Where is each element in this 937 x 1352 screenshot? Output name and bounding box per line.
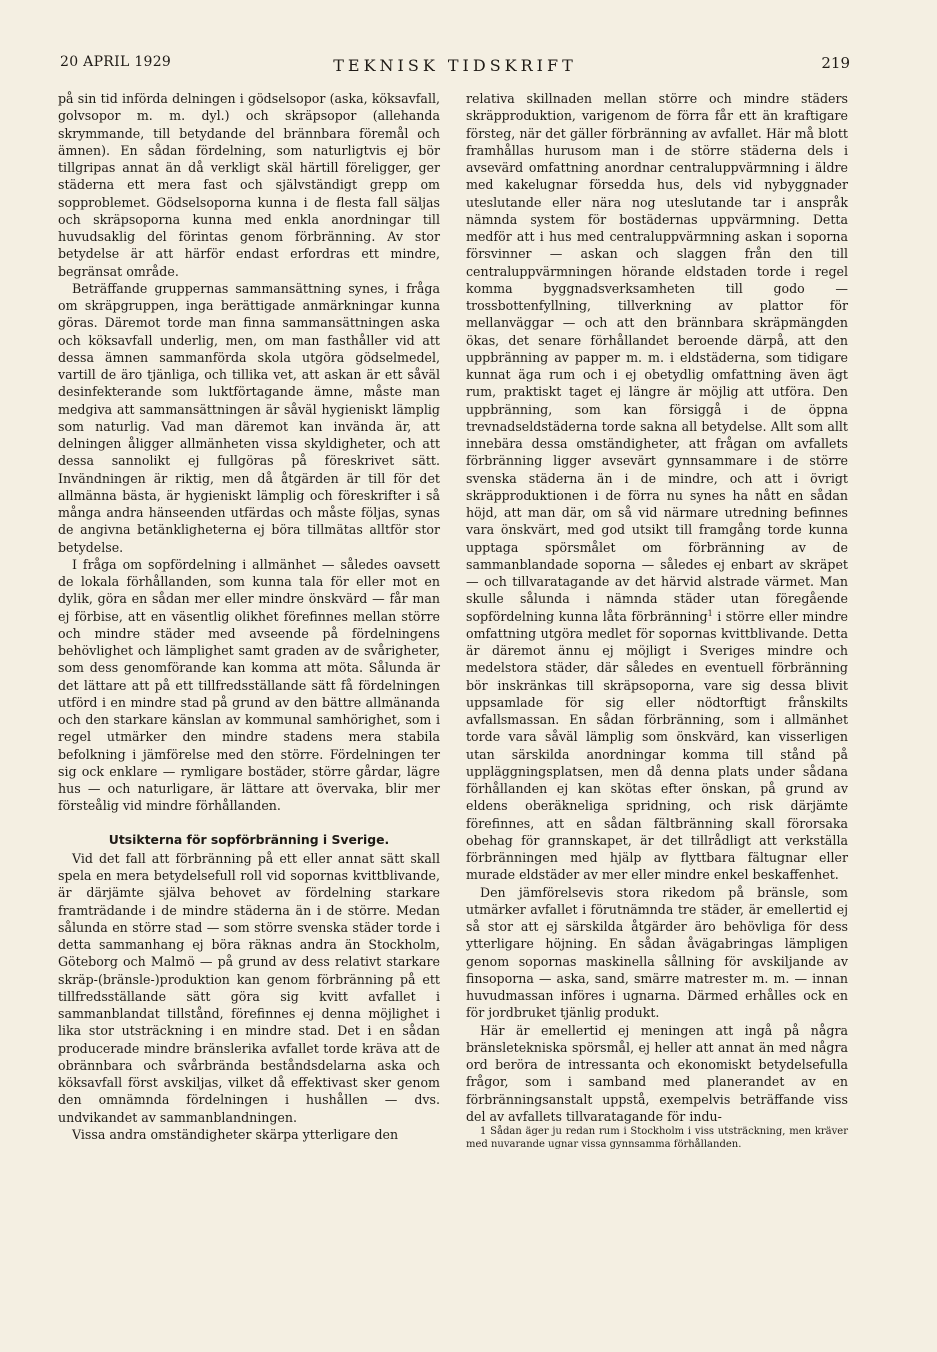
paragraph: på sin tid införda delningen i gödselsopor (aska, köksavfall, golvsopor m. m. dyl.) och skräpsopor (allehanda skrymmande, till betydande del brännbara föremål och ämnen). En sådan fördelning, som naturligtvis ej bör tillgripas annat än då verkligt skäl härtill föreligger, ger städerna ett mera fast och självständigt grepp om sopproblemet. Gödselsoporna kunna i de flesta fall säljas och skräpsoporna kunna med enkla anordningar till huvudsaklig del förintas genom förbränning. Av stor betydelse är att härför endast erfordras ett mindre, begränsat område. <box>58 91 440 279</box>
paragraph: Beträffande gruppernas sammansättning synes, i fråga om skräpgruppen, inga berättigade anmärkningar kunna göras. Däremot torde man finna sammansättningen aska och köksavfall underlig, men, om man fasthåller vid att dessa ämnen sammanförda skola utgöra gödselmedel, vartill de äro tjänliga, och tillika vet, att askan är ett såväl desinfekterande som luktförtagande ämne, måste man medgiva att sammansättningen är såväl hygieniskt lämplig som naturlig. Vad man däremot kan invända är, att delningen åligger allmänheten vissa skyldigheter, och att dessa sannolikt ej fullgöras på föreskrivet sätt. Invändningen är riktig, men då åtgärden är till för det allmänna bästa, är hygieniskt lämplig och föreskrifter i så många andra hänseenden utfärdas och måste följas, synas de angivna betänkligheterna ej böra tillmätas alltför stor betydelse. <box>58 280 440 555</box>
paragraph-text: i större eller mindre omfattning utgöra medlet för sopornas kvittblivande. Detta är däremot ännu ej möjligt i Sveriges mindre och medelstora städer, där således en eventuell förbränning bör inskränkas till skräpsoporna, vare sig dessa blivit uppsamlade för sig eller nödtorftigt frånskilts avfallsmassan. En sådan förbränning, som i allmänhet torde vara såväl lämplig som önskvärd, kan visserligen utan särskilda anordningar komma till stånd på uppläggningsplatsen, men då denna plats under sådana förhållanden ej kan skötas efter önskan, på grund av eldens oberäkneliga spridning, och risk därjämte förefinnes, att en sådan fältbränning skall förorsaka obehag för grannskapet, är det tillrådligt att verkställa förbränningen med hjälp av flyttbara fältugnar eller murade eldstäder av mer eller mindre enkel beskaffenhet. <box>466 608 848 883</box>
paragraph <box>466 90 848 884</box>
left-column <box>58 90 440 1143</box>
paragraph: Här är emellertid ej meningen att ingå på några bränsletekniska spörsmål, ej heller att annat än med några ord beröra de intressanta och ekonomiskt betydelsefulla frågor, som i samband med planerandet av en förbränningsanstalt uppstå, exempelvis beträffande viss del av avfallets tillvaratagande för indu- <box>466 1022 848 1124</box>
paragraph: I fråga om sopfördelning i allmänhet — således oavsett de lokala förhållanden, som kunna tala för eller mot en dylik, göra en sådan mer eller mindre önskvärd — får man ej förbise, att en väsentlig olikhet förefinnes mellan större och mindre städer med avseende på fördelningens behövlighet och lämplighet samt graden av de svårigheter, som dess genomförande kan komma att möta. Sålunda är det lättare att på ett tillfredsställande sätt få fördelningen utförd i en mindre stad på grund av den bättre allmänanda och den starkare känslan av kommunal samhörighet, som i regel utmärker den mindre stadens mera stabila befolkning i jämförelse med den större. Fördelningen ter sig ock enklare — rymligare bostäder, större gårdar, lägre hus — och naturligare, är lättare att övervaka, blir mer försteålig vid mindre förhållanden. <box>58 556 440 814</box>
paragraph-text: relativa skillnaden mellan större och mindre städers skräpproduktion, varigenom de förra får ett än kraftigare försteg, när det gäller förbränning av avfallet. Här må blott framhållas hurusom man i de större städerna dels i avsevärd omfattning anordnar centraluppvärmning i äldre med kakelugnar försedda hus, dels vid nybyggnader uteslutande eller nära nog uteslutande tar i anspråk nämnda system för bostädernas uppvärmning. Detta medför att i hus med centraluppvärmning askan i soporna försvinner — askan och slaggen från den till centraluppvärmningen hörande eldstaden torde i regel komma byggnadsverksamheten till godo — trossbottenfyllning, tillverkning av plattor för mellanväggar — och att den brännbara skräpmängden ökas, det senare förhållandet beroende därpå, att den uppbränning av papper m. m. i eldstäderna, som tidigare kunnat äga rum och i ej obetydlig omfattning även ägt rum, praktiskt taget ej längre är möjlig att utföra. Den uppbränning, som kan försiggå i de öppna trevnadseldstäderna torde sakna all betydelse. Allt som allt innebära dessa omständigheter, att frågan om avfallets förbränning ligger avsevärt gynnsammare i de större svenska städerna än i de mindre, och att i övrigt skräpproduktionen i de förra nu synes ha nått en sådan höjd, att man där, om så vid närmare utredning befinnes vara önskvärt, med god utsikt till framgång torde kunna upptaga spörsmålet om förbränning av de sammanblandade soporna — således ej enbart av skräpet — och tillvaratagande av det härvid alstrade värmet. Man skulle sålunda i nämnda städer utan föregående sopfördelning kunna låta förbränning <box>466 91 848 624</box>
running-header <box>60 54 850 80</box>
paragraph: Vissa andra omständigheter skärpa ytterligare den <box>72 1126 399 1142</box>
paragraph: Den jämförelsevis stora rikedom på bränsle, som utmärker avfallet i förutnämnda tre städer, är emellertid ej så stor att ej särskilda åtgärder äro behövliga för dess ytterligare höjning. En sådan åvägabringas lämpligen genom sopornas maskinella sållning för avskiljande av finsoporna — aska, sand, smärre matrester m. m. — innan huvudmassan införes i ugnarna. Därmed erhålles ock en för jordbruket tjänlig produkt. <box>466 884 848 1021</box>
issue-date: 20 APRIL 1929 <box>60 54 172 70</box>
paragraph: Vid det fall att förbränning på ett eller annat sätt skall spela en mera betydelsefull roll vid sopornas kvittblivande, är därjämte själva behovet av fördelning starkare framträdande i de mindre städerna än i de större. Medan sålunda en större stad — som större svenska städer torde i detta sammanhang ej böra räknas andra än Stockholm, Göteborg och Malmö — på grund av dess relativt starkare skräp-(bränsle-)produktion kan genom förbränning på ett tillfredsställande sätt göra sig kvitt avfallet i sammanblandat tillstånd, förefinnes ej denna möjlighet i lika stor utsträckning i en mindre stad. Det i en sådan producerade mindre bränslerika avfallet torde kräva att de obrännbara och svårbrända beståndsdelarna aska och köksavfall först avskiljas, vilket då effektivast sker genom den omnämnda fördelningen i hushållen — dvs. undvikandet av sammanblandningen. <box>58 850 440 1125</box>
footnote: 1 Sådan äger ju redan rum i Stockholm i viss utsträckning, men kräver med nuvarande ugnar vissa gynnsamma förhållanden. <box>466 1126 848 1150</box>
journal-title: TEKNISK TIDSKRIFT <box>333 56 577 75</box>
right-column <box>466 90 848 1151</box>
footnote-reference[interactable]: 1 <box>707 608 713 618</box>
page-number: 219 <box>821 54 850 72</box>
section-heading: Utsikterna för sopförbränning i Sverige. <box>108 831 390 847</box>
